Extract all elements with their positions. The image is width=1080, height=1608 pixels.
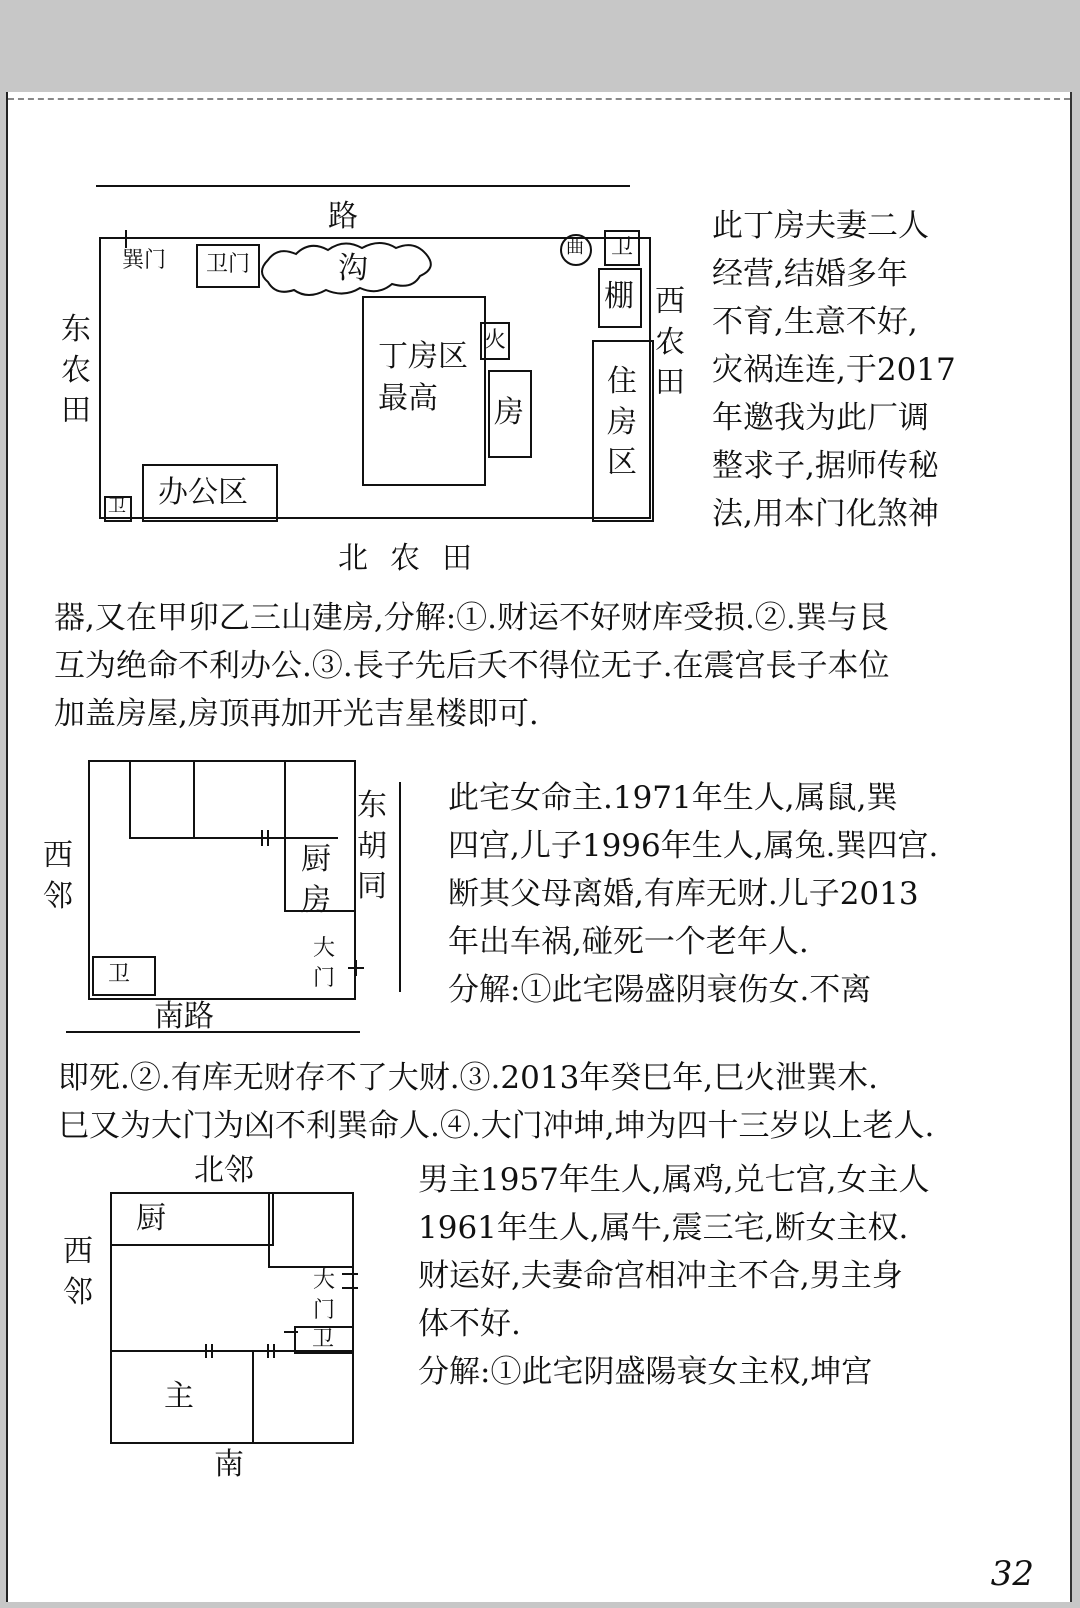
main-gate-label: 大门 <box>312 936 335 991</box>
text-block-3: 男主1957年生人,属鸡,兑七宫,女主人 1961年生人,属牛,震三宅,断女主权. 财运好,夫妻命宫相冲主不合,男主身 体不好. 分解:①此宅阴盛陽衰女主权,坤宫 <box>418 1162 930 1390</box>
document-page <box>6 92 1072 1602</box>
residence-block: 住房区 <box>592 340 654 522</box>
master-room: 主 <box>110 1350 254 1444</box>
text-block-1: 此丁房夫妻二人 经营,结婚多年 不育,生意不好, 灾祸连连,于2017 年邀我为此厂调 整求子,据师传秘 法,用本门化煞神 <box>712 208 956 532</box>
side-room: 房 <box>488 370 532 458</box>
west-field-label: 西农田 <box>655 284 685 400</box>
south-label-3: 南 <box>214 1447 244 1482</box>
main-building <box>362 296 486 486</box>
west-neighbor-label: 西邻 <box>43 838 73 914</box>
toilet-room-3: 卫 <box>294 1326 354 1354</box>
text-block-2-full: 即死.②.有库无财存不了大财.③.2013年癸巳年,巳火泄巽木. 巳又为大门为凶不利巽命人.④.大门冲坤,坤为四十三岁以上老人. <box>58 1060 935 1144</box>
page-number: 32 <box>990 1554 1034 1594</box>
pond-label: 沟 <box>338 251 368 286</box>
north-neighbor-label: 北邻 <box>194 1153 254 1188</box>
east-alley-label: 东胡同 <box>357 788 387 904</box>
xun-gate-label: 巽门 <box>122 248 167 273</box>
kitchen-room-3: 厨 <box>110 1192 274 1246</box>
road-label: 路 <box>328 199 358 234</box>
main-building-line1: 丁房区 <box>378 339 468 374</box>
toilet-ne: 卫 <box>604 230 640 266</box>
east-field-label: 东农田 <box>61 312 91 428</box>
ne-room-3 <box>268 1192 354 1268</box>
shed: 棚 <box>598 268 642 328</box>
text-block-2: 此宅女命主.1971年生人,属鼠,巽 四宫,儿子1996年生人,属兔.巽四宫. 断其父母离婚,有库无财.儿子2013 年出车祸,碰死一个老年人. 分解:①此宅陽盛阴衰伤女.不离 <box>448 780 939 1008</box>
north-field-label: 北农田 <box>338 541 494 576</box>
main-building-line2: 最高 <box>378 381 438 416</box>
toilet-gate-label: 卫门 <box>206 252 251 277</box>
office-block: 办公区 <box>142 464 278 522</box>
south-road-label: 南路 <box>154 999 214 1034</box>
west-neighbor-label-3: 西邻 <box>63 1234 93 1310</box>
toilet-gate-room <box>196 244 260 288</box>
fire-room: 火 <box>480 322 510 360</box>
toilet-room: 卫 <box>92 956 156 996</box>
toilet-sw: 卫 <box>104 496 132 522</box>
kitchen-label: 厨房 <box>301 842 331 918</box>
main-gate-label-3: 大门 <box>312 1268 335 1323</box>
text-block-1-full: 器,又在甲卯乙三山建房,分解:①.财运不好财库受损.②.巽与艮 互为绝命不利办公.③.長子先后夭不得位无子.在震宫長子本位 加盖房屋,房顶再加开光吉星楼即可. <box>54 600 890 732</box>
qu-mark: 曲 <box>560 234 592 266</box>
